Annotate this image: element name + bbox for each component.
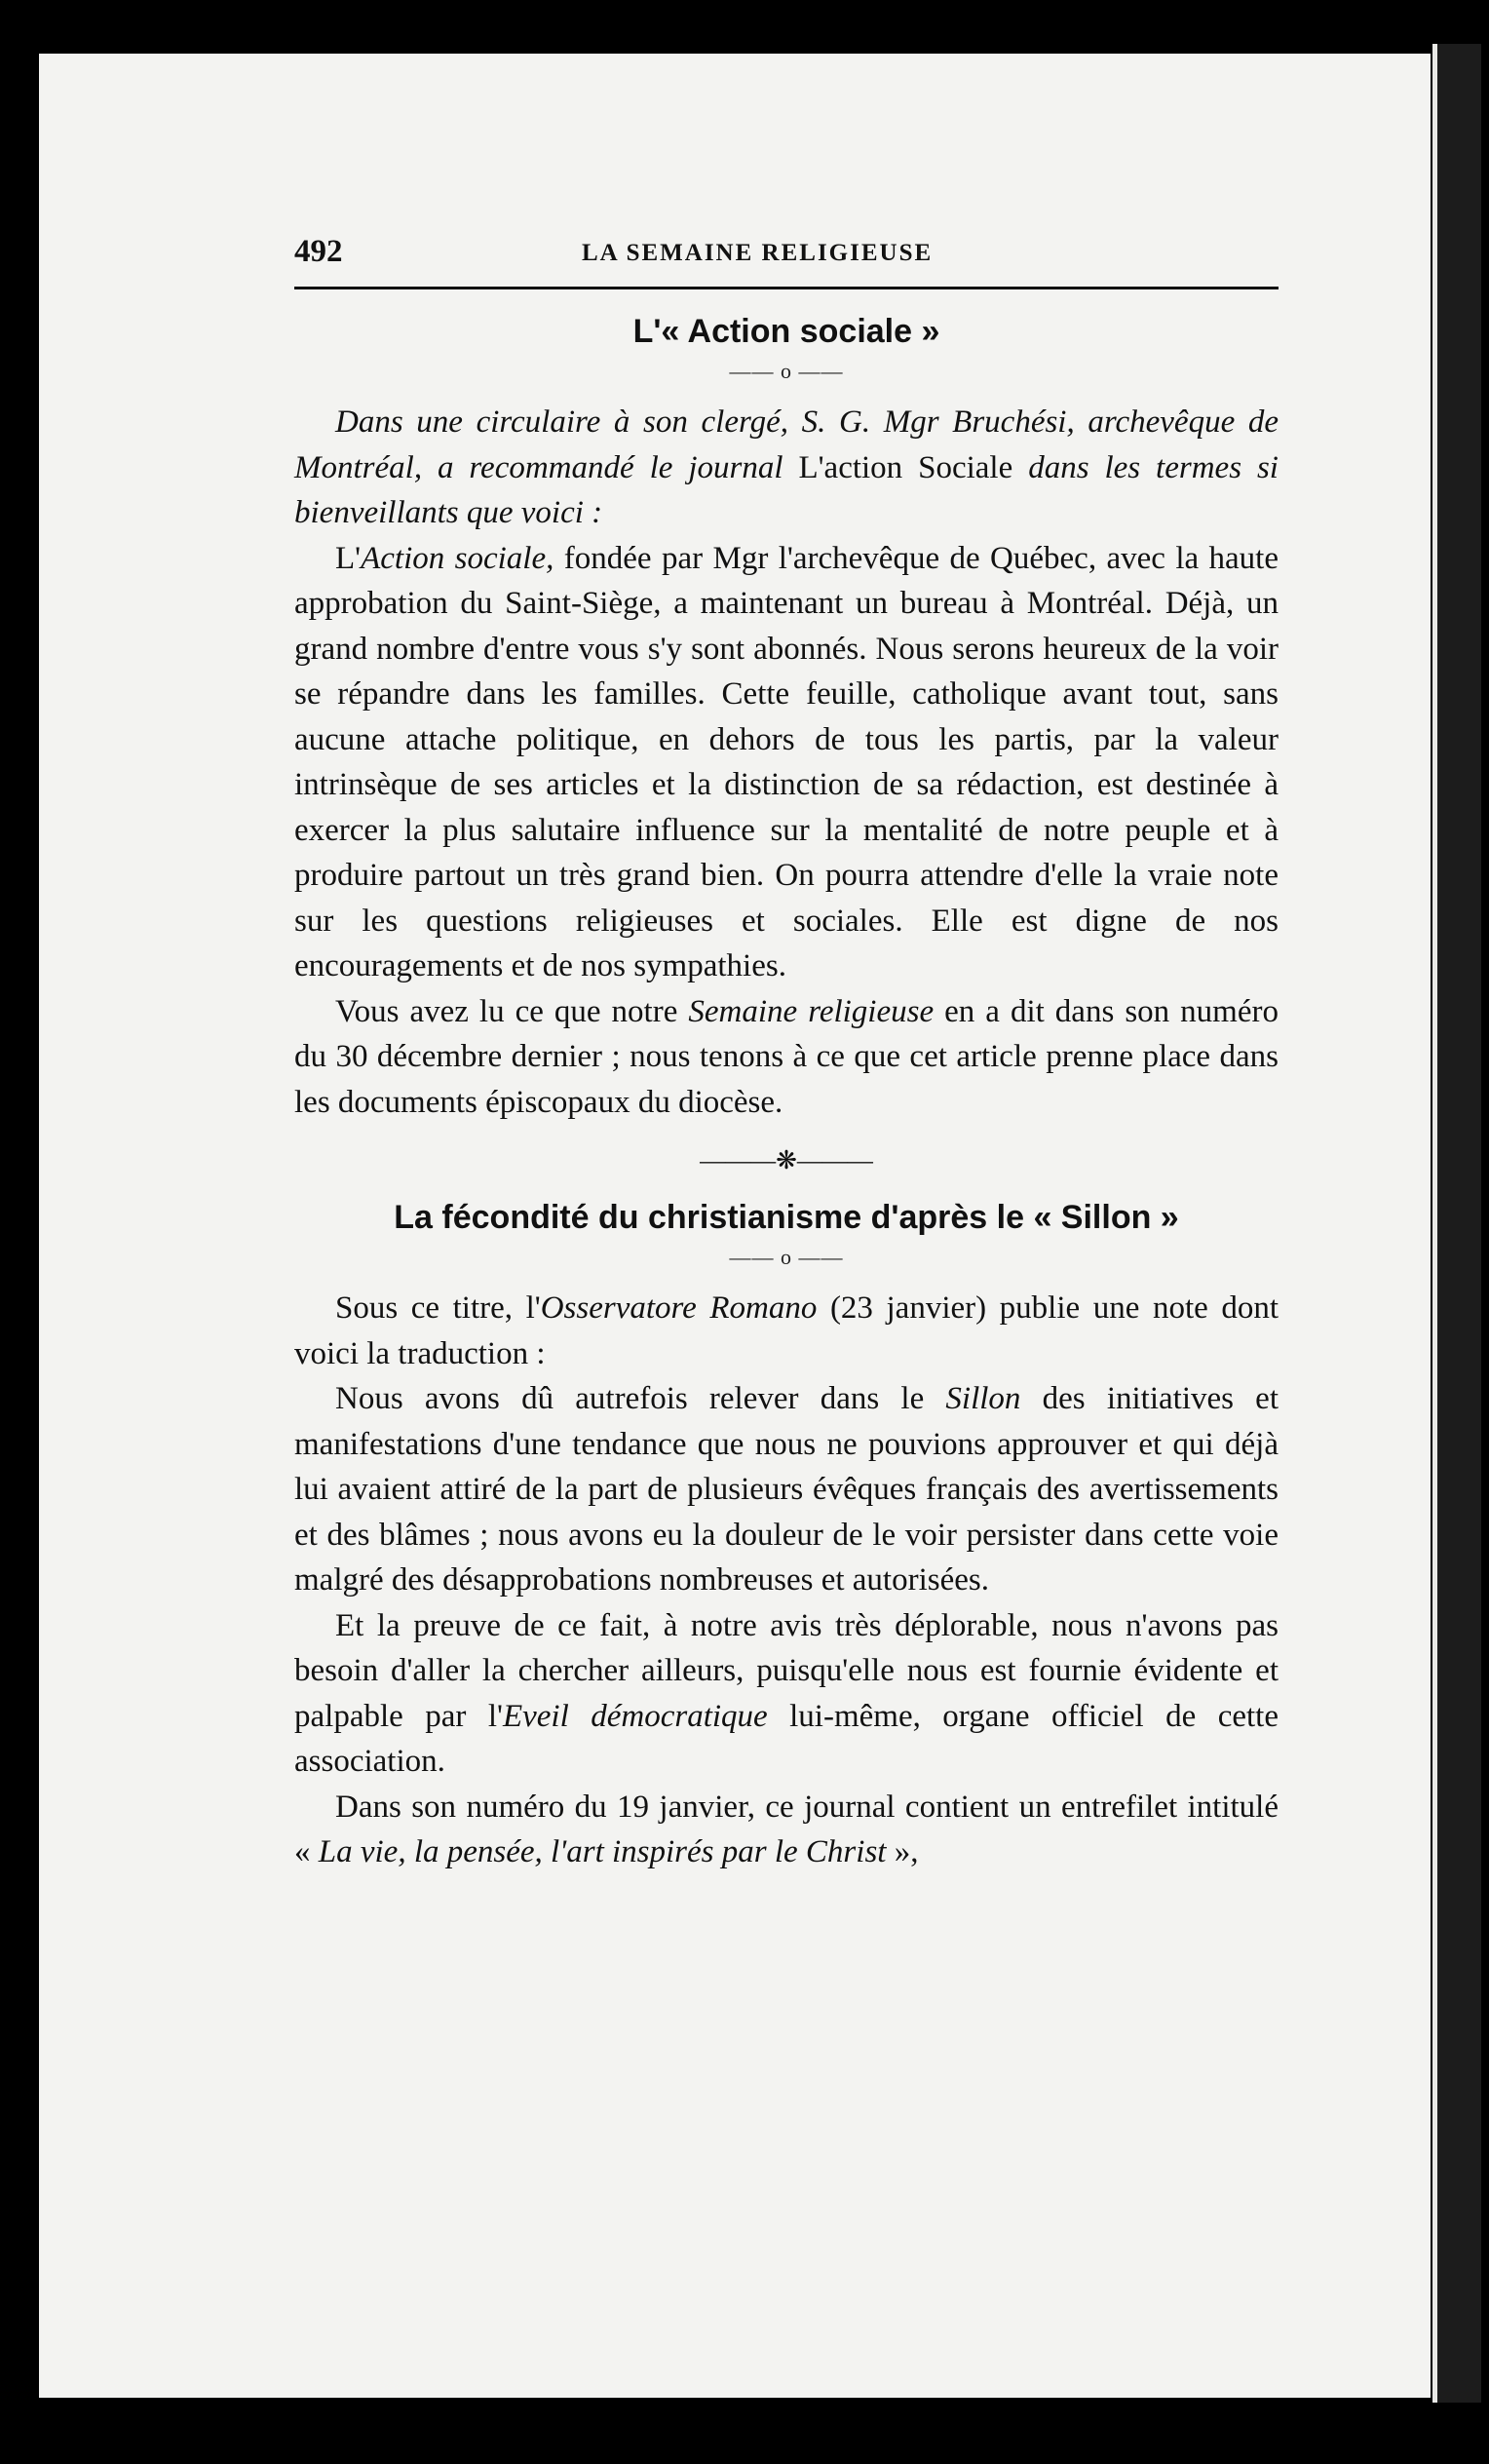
intro-paragraph <box>294 400 1279 536</box>
p1-osservatore: Osservatore Romano <box>540 1290 818 1326</box>
intro-text-italic-end: dans les termes si bienveillants que voici : <box>294 449 1279 530</box>
p3-end: lui-même, organe officiel de cette association. <box>294 1698 1279 1779</box>
quote-prefix: L' <box>335 540 362 576</box>
closing-paragraph <box>294 989 1279 1126</box>
section-ornament: ———❋——— <box>700 1146 873 1174</box>
intro-journal-name: L'action Sociale <box>783 449 1029 485</box>
p4-end: », <box>886 1834 919 1869</box>
sillon-paragraph-1 <box>294 1286 1279 1376</box>
quote-journal-name: Action sociale, <box>361 540 554 576</box>
p4-title: La vie, la pensée, l'art inspirés par le Christ <box>318 1834 887 1869</box>
p2-end: des initiatives et manifestations d'une tendance que nous ne pouvions approuver et qui déjà lui avaient attiré de la part de plusieurs évêques français des avertissements et des blâmes ; nous avons eu la douleur de le voir persister dans cette voie malgré des désapprobations nombreuses et autorisées. <box>294 1381 1279 1598</box>
p3-start: Et la preuve de ce fait, à notre avis très déplorable, nous n'avons pas besoin d'aller la chercher ailleurs, puisqu'elle nous est fournie évidente et palpable par l' <box>294 1607 1279 1734</box>
quote-body: fondée par Mgr l'archevêque de Québec, avec la haute approbation du Saint-Siège, a maintenant un bureau à Montréal. Déjà, un grand nombre d'entre vous s'y sont abonnés. Nous serons heureux de la voir se répandre dans les familles. Cette feuille, catholique avant tout, sans aucune attache politique, en dehors de tous les partis, par la valeur intrinsèque de ses articles et la distinction de sa rédaction, est destinée à exercer la plus salutaire influence sur la mentalité de notre peuple et à produire partout un très grand bien. On pourra attendre d'elle la vraie note sur les questions religieuses et sociales. Elle est digne de nos encouragements et de nos sympathies. <box>294 540 1279 983</box>
sillon-paragraph-2 <box>294 1376 1279 1603</box>
section-divider: —— o —— <box>729 359 844 383</box>
p1-end: (23 janvier) publie une note dont voici la traduction : <box>294 1290 1279 1371</box>
sillon-paragraph-3 <box>294 1603 1279 1785</box>
section-title-action-sociale: L'« Action sociale » <box>632 313 940 350</box>
closing-end: en a dit dans son numéro du 30 décembre dernier ; nous tenons à ce que cet article prenne place dans les documents épiscopaux du diocèse. <box>294 993 1279 1120</box>
binding-shadow <box>1437 44 1481 2403</box>
journal-title: LA SEMAINE RELIGIEUSE <box>582 240 934 266</box>
sillon-paragraph-4 <box>294 1785 1279 1875</box>
running-head <box>294 234 1279 289</box>
closing-start: Vous avez lu ce que notre <box>335 993 689 1029</box>
page-number: 492 <box>294 234 343 269</box>
section-divider-2: —— o —— <box>729 1245 844 1269</box>
closing-journal-name: Semaine religieuse <box>688 993 935 1029</box>
p2-sillon: Sillon <box>945 1381 1021 1416</box>
circular-quote-paragraph <box>294 536 1279 989</box>
intro-text-italic: Dans une circulaire à son clergé, S. G. Mgr Bruchési, archevêque de Montréal, a recommandé le journal <box>294 404 1279 485</box>
p2-start: Nous avons dû autrefois relever dans le <box>335 1381 946 1416</box>
section-title-sillon: La fécondité du christianisme d'après le « Sillon » <box>394 1199 1179 1236</box>
p4-start: Dans son numéro du 19 janvier, ce journal contient un entrefilet intitulé « <box>294 1789 1279 1869</box>
p3-eveil: Eveil démocratique <box>502 1698 768 1734</box>
page-content <box>294 234 1279 1875</box>
p1-start: Sous ce titre, l' <box>335 1290 541 1326</box>
